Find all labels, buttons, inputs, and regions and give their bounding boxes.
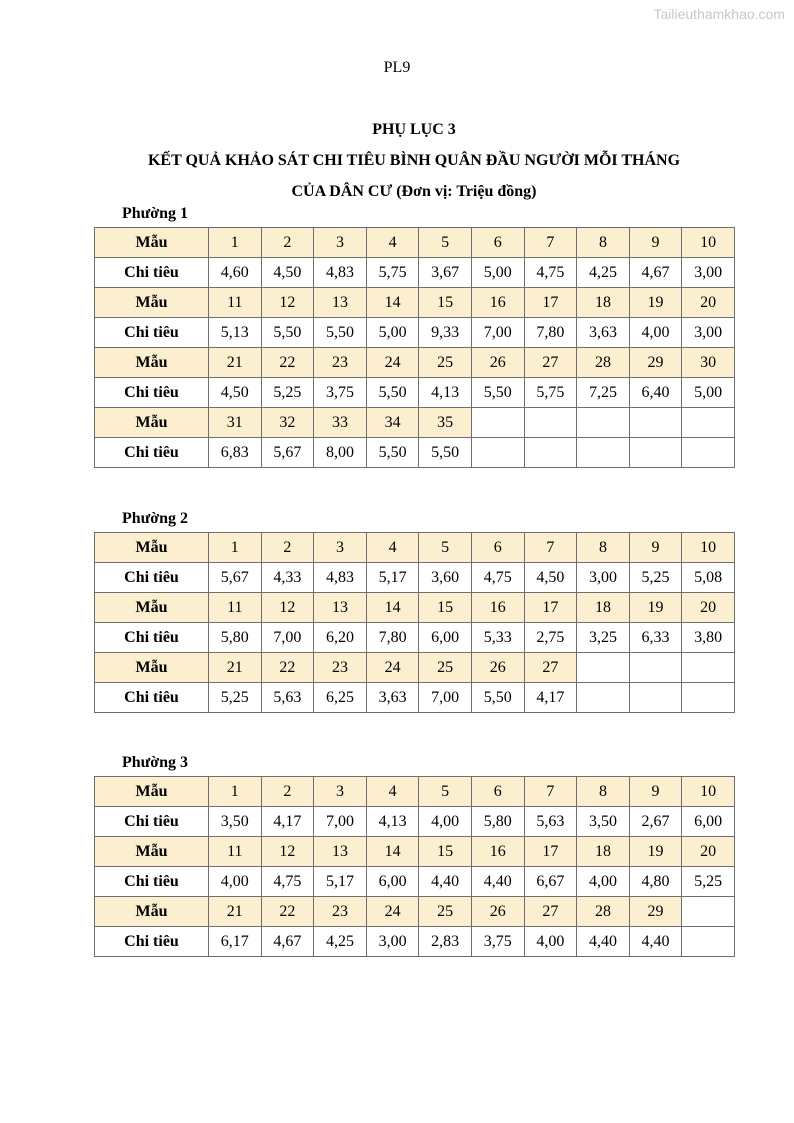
expense-value: 5,25	[209, 683, 262, 713]
sample-number: 2	[261, 777, 314, 807]
expense-row	[95, 438, 735, 468]
sample-row	[95, 288, 735, 318]
sample-number: 17	[524, 837, 577, 867]
expense-value: 3,00	[366, 927, 419, 957]
sample-row	[95, 837, 735, 867]
sample-number: 21	[209, 348, 262, 378]
sample-number: 12	[261, 288, 314, 318]
sample-number: 13	[314, 288, 367, 318]
expense-value: 4,00	[524, 927, 577, 957]
sample-number: 20	[682, 837, 735, 867]
expense-row	[95, 258, 735, 288]
expense-value: 5,25	[629, 563, 682, 593]
expense-value: 5,75	[524, 378, 577, 408]
sample-label: Mẫu	[95, 228, 209, 258]
sample-number: 9	[629, 777, 682, 807]
empty-cell	[577, 438, 630, 468]
empty-cell	[524, 408, 577, 438]
expense-value: 5,67	[261, 438, 314, 468]
sample-number: 16	[471, 593, 524, 623]
ward-label: Phường 2	[122, 510, 189, 527]
sample-number: 22	[261, 897, 314, 927]
sample-number: 9	[629, 228, 682, 258]
expense-value: 4,25	[314, 927, 367, 957]
expense-value: 3,80	[682, 623, 735, 653]
ward-label: Phường 1	[122, 205, 189, 222]
expense-value: 5,33	[471, 623, 524, 653]
expense-value: 6,67	[524, 867, 577, 897]
expense-label: Chi tiêu	[95, 318, 209, 348]
sample-number: 5	[419, 228, 472, 258]
expense-value: 4,00	[629, 318, 682, 348]
expense-value: 3,75	[471, 927, 524, 957]
expense-value: 4,00	[419, 807, 472, 837]
empty-cell	[629, 683, 682, 713]
expense-value: 4,75	[261, 867, 314, 897]
expense-value: 4,67	[261, 927, 314, 957]
expense-value: 4,50	[524, 563, 577, 593]
expense-value: 8,00	[314, 438, 367, 468]
sample-number: 15	[419, 288, 472, 318]
sample-number: 33	[314, 408, 367, 438]
sample-number: 25	[419, 897, 472, 927]
sample-number: 30	[682, 348, 735, 378]
sample-number: 17	[524, 288, 577, 318]
expense-value: 3,67	[419, 258, 472, 288]
expense-value: 3,63	[366, 683, 419, 713]
expense-value: 3,63	[577, 318, 630, 348]
expense-value: 4,67	[629, 258, 682, 288]
empty-cell	[577, 653, 630, 683]
sample-number: 35	[419, 408, 472, 438]
expense-row	[95, 563, 735, 593]
expense-value: 9,33	[419, 318, 472, 348]
expense-value: 7,25	[577, 378, 630, 408]
expense-label: Chi tiêu	[95, 258, 209, 288]
sample-number: 34	[366, 408, 419, 438]
sample-number: 2	[261, 228, 314, 258]
sample-number: 11	[209, 288, 262, 318]
sample-number: 25	[419, 348, 472, 378]
sample-number: 26	[471, 348, 524, 378]
sample-number: 24	[366, 897, 419, 927]
expense-value: 4,00	[209, 867, 262, 897]
sample-number: 15	[419, 593, 472, 623]
expense-value: 4,17	[261, 807, 314, 837]
expense-value: 4,40	[629, 927, 682, 957]
expense-value: 6,00	[419, 623, 472, 653]
expense-value: 6,20	[314, 623, 367, 653]
sample-number: 14	[366, 288, 419, 318]
sample-number: 4	[366, 228, 419, 258]
expense-value: 4,83	[314, 258, 367, 288]
expense-value: 7,00	[314, 807, 367, 837]
empty-cell	[629, 408, 682, 438]
expense-row	[95, 683, 735, 713]
expense-value: 5,80	[209, 623, 262, 653]
sample-row	[95, 653, 735, 683]
sample-label: Mẫu	[95, 777, 209, 807]
sample-number: 28	[577, 348, 630, 378]
expense-table	[94, 227, 735, 468]
expense-value: 3,25	[577, 623, 630, 653]
expense-value: 2,75	[524, 623, 577, 653]
expense-value: 4,00	[577, 867, 630, 897]
empty-cell	[629, 438, 682, 468]
expense-value: 5,50	[366, 438, 419, 468]
sample-number: 3	[314, 228, 367, 258]
sample-number: 21	[209, 897, 262, 927]
sample-label: Mẫu	[95, 533, 209, 563]
expense-value: 5,25	[261, 378, 314, 408]
expense-row	[95, 378, 735, 408]
sample-number: 26	[471, 897, 524, 927]
sample-number: 5	[419, 777, 472, 807]
sample-number: 22	[261, 348, 314, 378]
sample-label: Mẫu	[95, 348, 209, 378]
expense-value: 4,60	[209, 258, 262, 288]
expense-value: 4,17	[524, 683, 577, 713]
expense-value: 5,13	[209, 318, 262, 348]
expense-value: 5,50	[471, 683, 524, 713]
sample-number: 24	[366, 348, 419, 378]
expense-value: 4,13	[419, 378, 472, 408]
expense-row	[95, 318, 735, 348]
sample-number: 11	[209, 837, 262, 867]
expense-value: 5,17	[314, 867, 367, 897]
sample-number: 1	[209, 228, 262, 258]
page-number: PL9	[383, 59, 411, 76]
sample-number: 10	[682, 533, 735, 563]
sample-label: Mẫu	[95, 897, 209, 927]
expense-value: 4,40	[577, 927, 630, 957]
sample-number: 8	[577, 228, 630, 258]
expense-value: 5,75	[366, 258, 419, 288]
sample-row	[95, 897, 735, 927]
empty-cell	[471, 408, 524, 438]
document-title	[0, 114, 794, 207]
empty-cell	[629, 653, 682, 683]
empty-cell	[577, 683, 630, 713]
sample-number: 29	[629, 348, 682, 378]
expense-value: 6,00	[682, 807, 735, 837]
sample-number: 19	[629, 837, 682, 867]
empty-cell	[682, 653, 735, 683]
expense-value: 4,75	[471, 563, 524, 593]
expense-value: 5,00	[682, 378, 735, 408]
sample-label: Mẫu	[95, 837, 209, 867]
sample-number: 20	[682, 593, 735, 623]
sample-number: 7	[524, 533, 577, 563]
sample-number: 29	[629, 897, 682, 927]
expense-value: 5,50	[314, 318, 367, 348]
empty-cell	[682, 683, 735, 713]
sample-number: 27	[524, 653, 577, 683]
sample-number: 13	[314, 593, 367, 623]
expense-value: 4,50	[261, 258, 314, 288]
expense-label: Chi tiêu	[95, 563, 209, 593]
sample-number: 18	[577, 593, 630, 623]
sample-number: 19	[629, 288, 682, 318]
sample-number: 22	[261, 653, 314, 683]
expense-value: 7,00	[261, 623, 314, 653]
expense-value: 6,33	[629, 623, 682, 653]
sample-number: 4	[366, 533, 419, 563]
sample-number: 2	[261, 533, 314, 563]
expense-label: Chi tiêu	[95, 807, 209, 837]
sample-number: 10	[682, 777, 735, 807]
sample-number: 6	[471, 533, 524, 563]
expense-table	[94, 776, 735, 957]
empty-cell	[471, 438, 524, 468]
sample-label: Mẫu	[95, 593, 209, 623]
sample-number: 4	[366, 777, 419, 807]
expense-label: Chi tiêu	[95, 683, 209, 713]
sample-number: 8	[577, 777, 630, 807]
sample-label: Mẫu	[95, 653, 209, 683]
expense-value: 4,83	[314, 563, 367, 593]
sample-number: 27	[524, 348, 577, 378]
sample-number: 28	[577, 897, 630, 927]
expense-value: 7,00	[419, 683, 472, 713]
sample-number: 12	[261, 837, 314, 867]
sample-number: 9	[629, 533, 682, 563]
expense-value: 3,75	[314, 378, 367, 408]
sample-number: 1	[209, 777, 262, 807]
sample-number: 7	[524, 777, 577, 807]
empty-cell	[682, 438, 735, 468]
expense-value: 3,00	[682, 318, 735, 348]
sample-label: Mẫu	[95, 408, 209, 438]
sample-row	[95, 533, 735, 563]
expense-table	[94, 532, 735, 713]
sample-number: 18	[577, 288, 630, 318]
expense-value: 5,50	[261, 318, 314, 348]
expense-value: 4,40	[419, 867, 472, 897]
expense-value: 3,50	[209, 807, 262, 837]
expense-value: 5,50	[419, 438, 472, 468]
ward-label: Phường 3	[122, 754, 189, 771]
sample-row	[95, 777, 735, 807]
sample-number: 16	[471, 288, 524, 318]
expense-label: Chi tiêu	[95, 623, 209, 653]
sample-row	[95, 408, 735, 438]
empty-cell	[682, 927, 735, 957]
expense-value: 5,63	[524, 807, 577, 837]
expense-value: 5,63	[261, 683, 314, 713]
expense-value: 5,67	[209, 563, 262, 593]
sample-number: 6	[471, 228, 524, 258]
sample-number: 26	[471, 653, 524, 683]
expense-label: Chi tiêu	[95, 438, 209, 468]
expense-value: 5,08	[682, 563, 735, 593]
sample-number: 3	[314, 777, 367, 807]
survey-title: KẾT QUẢ KHẢO SÁT CHI TIÊU BÌNH QUÂN ĐẦU NGƯỜI MỖI THÁNG	[147, 152, 681, 169]
expense-value: 2,83	[419, 927, 472, 957]
sample-number: 11	[209, 593, 262, 623]
empty-cell	[524, 438, 577, 468]
expense-value: 6,40	[629, 378, 682, 408]
sample-number: 14	[366, 837, 419, 867]
expense-value: 6,25	[314, 683, 367, 713]
expense-value: 6,00	[366, 867, 419, 897]
sample-number: 19	[629, 593, 682, 623]
empty-cell	[577, 408, 630, 438]
expense-value: 5,80	[471, 807, 524, 837]
expense-value: 2,67	[629, 807, 682, 837]
expense-value: 6,17	[209, 927, 262, 957]
sample-number: 16	[471, 837, 524, 867]
sample-number: 14	[366, 593, 419, 623]
expense-value: 4,40	[471, 867, 524, 897]
sample-number: 25	[419, 653, 472, 683]
sample-number: 23	[314, 653, 367, 683]
sample-number: 27	[524, 897, 577, 927]
expense-value: 7,80	[366, 623, 419, 653]
expense-value: 3,00	[577, 563, 630, 593]
sample-number: 21	[209, 653, 262, 683]
sample-row	[95, 348, 735, 378]
sample-number: 32	[261, 408, 314, 438]
sample-number: 15	[419, 837, 472, 867]
sample-number: 6	[471, 777, 524, 807]
sample-number: 18	[577, 837, 630, 867]
sample-number: 8	[577, 533, 630, 563]
expense-value: 3,60	[419, 563, 472, 593]
sample-number: 23	[314, 897, 367, 927]
sample-number: 17	[524, 593, 577, 623]
sample-number: 20	[682, 288, 735, 318]
survey-subtitle: CỦA DÂN CƯ (Đơn vị: Triệu đồng)	[291, 183, 537, 200]
expense-value: 4,50	[209, 378, 262, 408]
sample-number: 3	[314, 533, 367, 563]
expense-value: 5,00	[366, 318, 419, 348]
sample-number: 13	[314, 837, 367, 867]
expense-value: 4,75	[524, 258, 577, 288]
expense-value: 4,33	[261, 563, 314, 593]
sample-number: 7	[524, 228, 577, 258]
expense-value: 3,00	[682, 258, 735, 288]
sample-number: 23	[314, 348, 367, 378]
expense-value: 3,50	[577, 807, 630, 837]
expense-value: 5,00	[471, 258, 524, 288]
expense-row	[95, 623, 735, 653]
empty-cell	[682, 408, 735, 438]
expense-value: 5,17	[366, 563, 419, 593]
sample-number: 24	[366, 653, 419, 683]
sample-number: 1	[209, 533, 262, 563]
sample-number: 5	[419, 533, 472, 563]
expense-value: 4,25	[577, 258, 630, 288]
expense-value: 4,80	[629, 867, 682, 897]
sample-number: 12	[261, 593, 314, 623]
expense-row	[95, 867, 735, 897]
expense-value: 7,00	[471, 318, 524, 348]
sample-label: Mẫu	[95, 288, 209, 318]
expense-row	[95, 927, 735, 957]
sample-number: 10	[682, 228, 735, 258]
expense-label: Chi tiêu	[95, 927, 209, 957]
expense-value: 5,50	[471, 378, 524, 408]
sample-number: 31	[209, 408, 262, 438]
expense-value: 6,83	[209, 438, 262, 468]
sample-row	[95, 593, 735, 623]
watermark: Tailieuthamkhao.com	[653, 6, 785, 22]
empty-cell	[682, 897, 735, 927]
sample-row	[95, 228, 735, 258]
expense-value: 4,13	[366, 807, 419, 837]
expense-label: Chi tiêu	[95, 378, 209, 408]
expense-value: 7,80	[524, 318, 577, 348]
appendix-title: PHỤ LỤC 3	[372, 121, 456, 138]
expense-value: 5,50	[366, 378, 419, 408]
expense-label: Chi tiêu	[95, 867, 209, 897]
expense-value: 5,25	[682, 867, 735, 897]
expense-row	[95, 807, 735, 837]
